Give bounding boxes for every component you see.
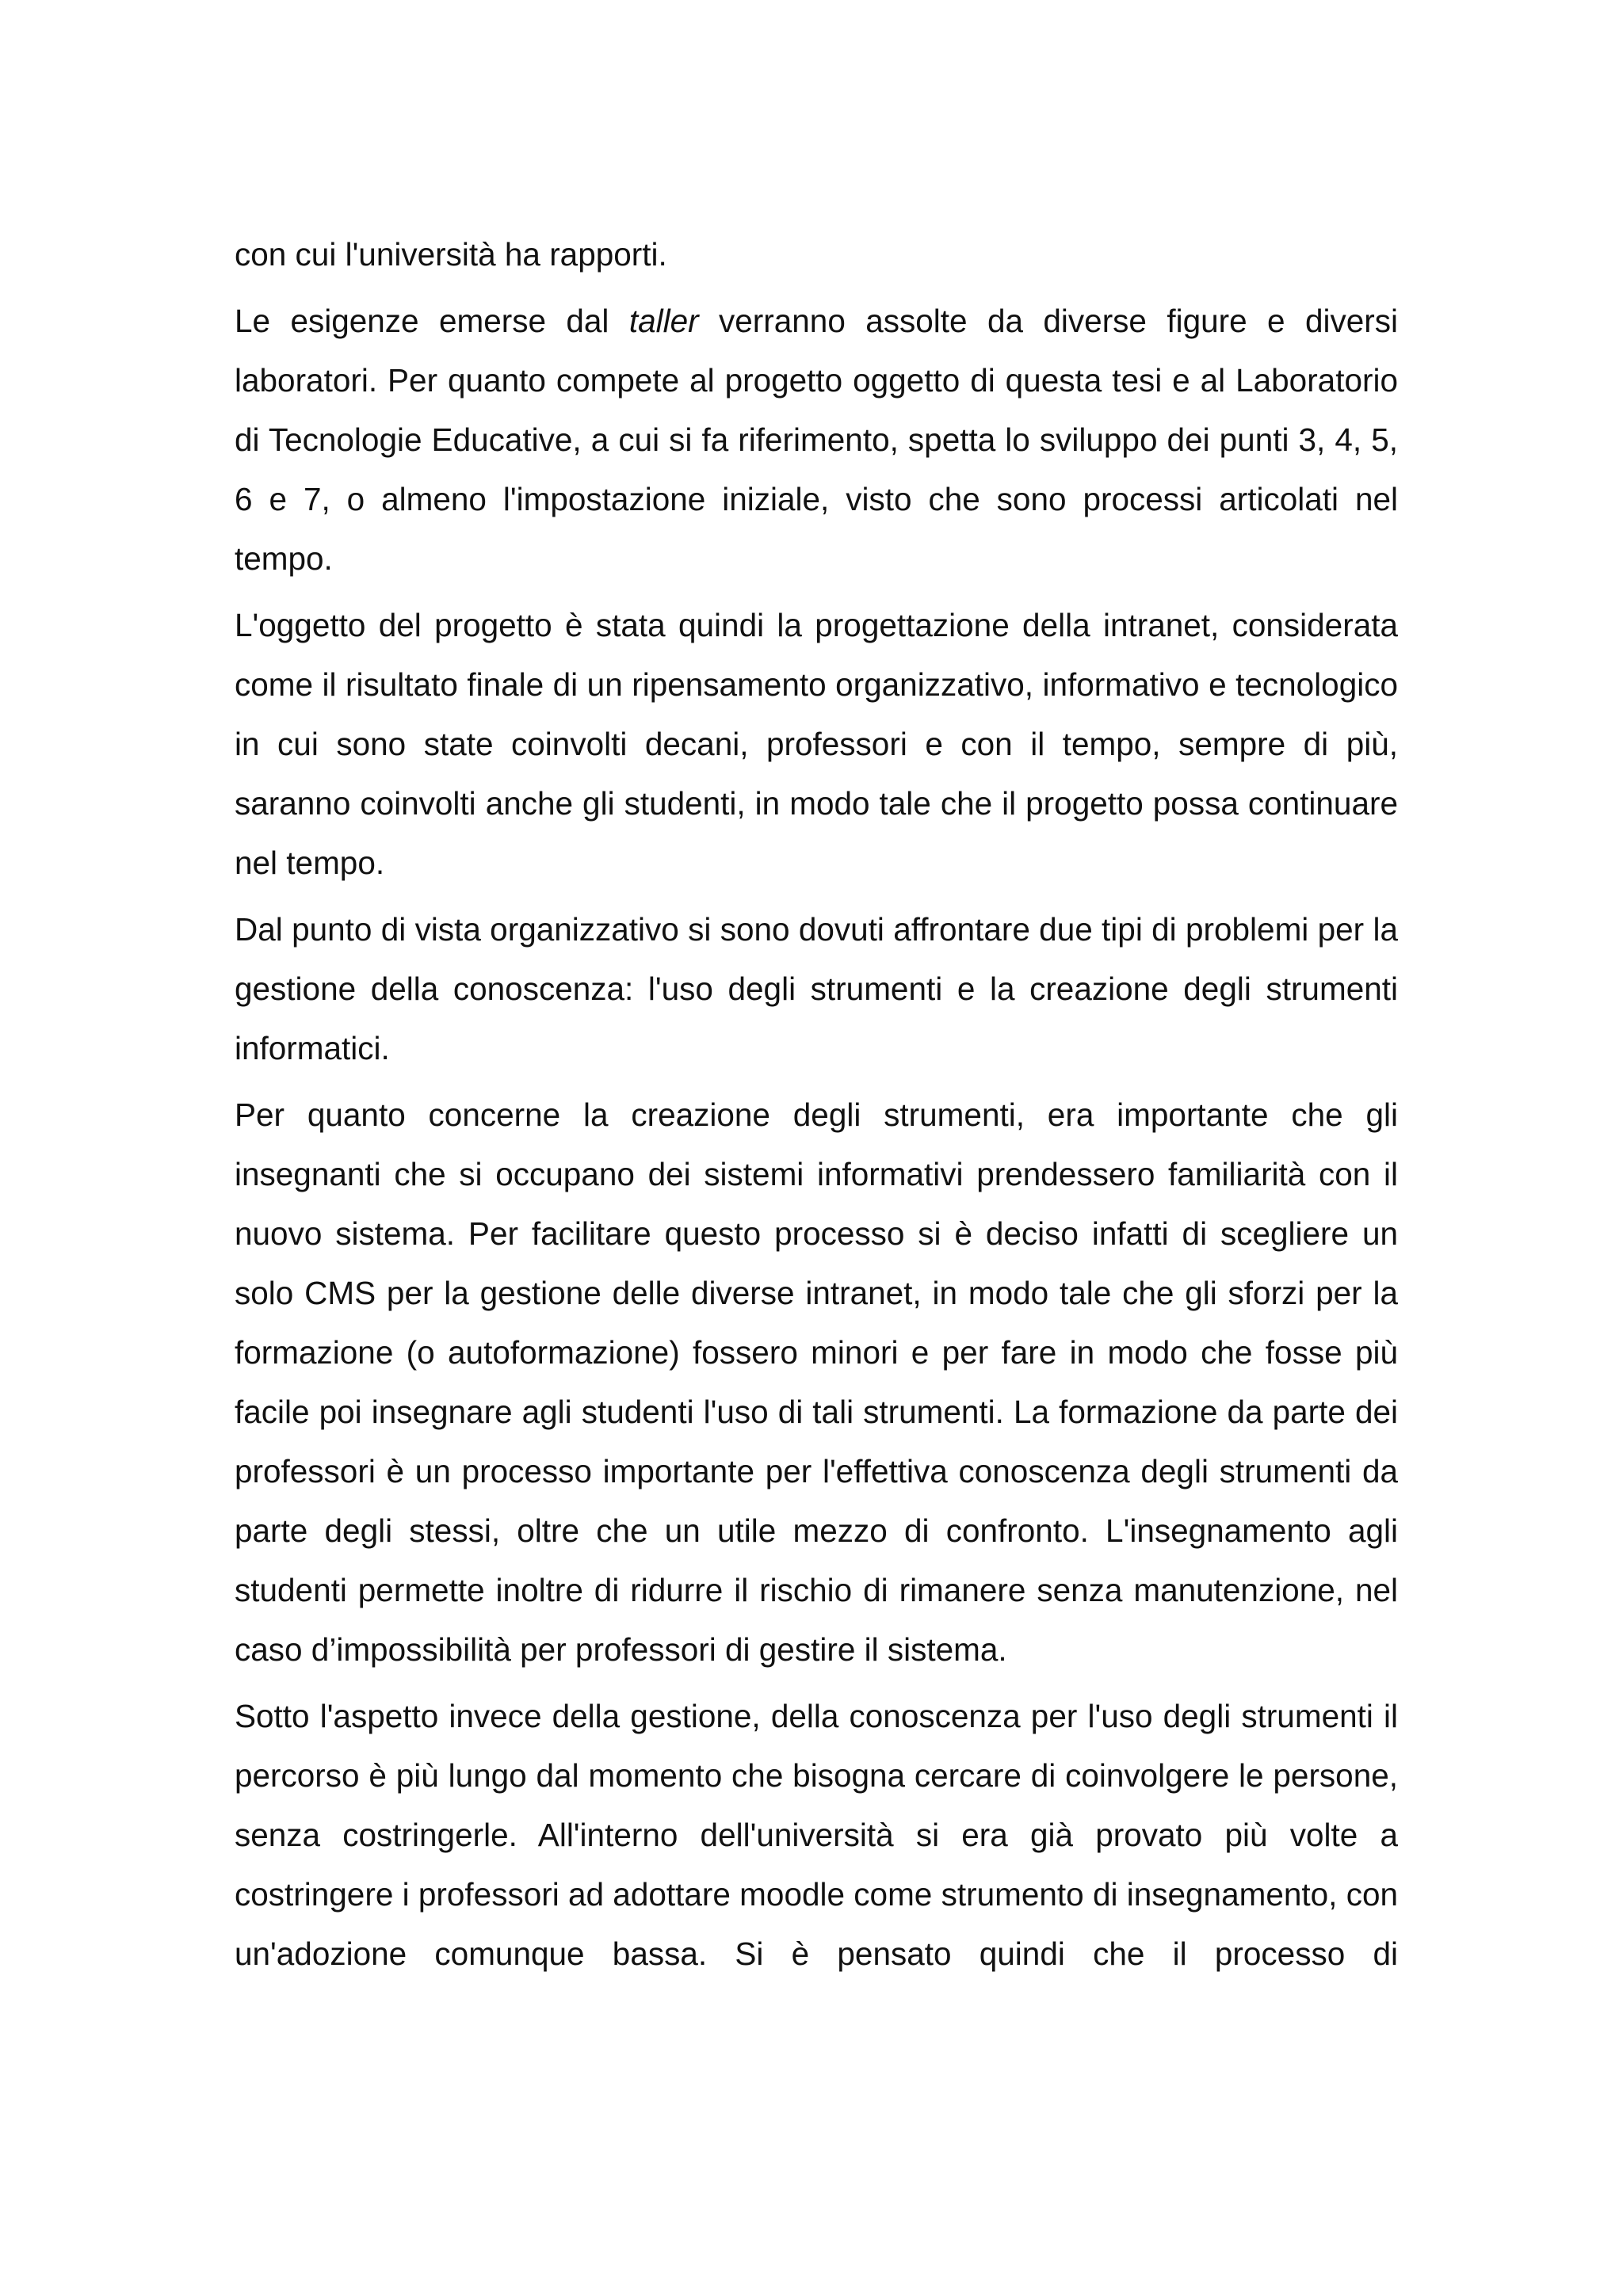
paragraph-2-before: Le esigenze emerse dal (235, 303, 629, 339)
paragraph-5: Per quanto concerne la creazione degli strumenti, era importante che gli insegnanti che si occupano dei sistemi informativi prendessero familiarità con il nuovo sistema. Per facilitare questo processo si è deciso infatti di scegliere un solo CMS per la gestione delle diverse intranet, in modo tale che gli sforzi per la formazione (o autoformazione) fossero minori e per fare in modo che fosse più facile poi insegnare agli studenti l'uso di tali strumenti. La formazione da parte dei professori è un processo importante per l'effettiva conoscenza degli strumenti da parte degli stessi, oltre che un utile mezzo di confronto. L'insegnamento agli studenti permette inoltre di ridurre il rischio di rimanere senza manutenzione, nel caso d’impossibilità per professori di gestire il sistema. (235, 1097, 1398, 1668)
paragraph-1: con cui l'università ha rapporti. (235, 236, 667, 273)
paragraph-4: Dal punto di vista organizzativo si sono dovuti affrontare due tipi di problemi per la gestione della conoscenza: l'uso degli strumenti e la creazione degli strumenti informatici. (235, 911, 1398, 1066)
paragraph-2-after: verranno assolte da diverse figure e diversi laboratori. Per quanto compete al progetto oggetto di questa tesi e al Laboratorio di Tecnologie Educative, a cui si fa riferimento, spetta lo sviluppo dei punti 3, 4, 5, 6 e 7, o almeno l'impostazione iniziale, visto che sono processi articolati nel tempo. (235, 303, 1398, 577)
paragraph-2 (235, 292, 1398, 589)
paragraph-2-italic-term: taller (628, 303, 699, 339)
document-page (235, 225, 1398, 1984)
paragraph-3: L'oggetto del progetto è stata quindi la progettazione della intranet, considerata come il risultato finale di un ripensamento organizzativo, informativo e tecnologico in cui sono state coinvolti decani, professori e con il tempo, sempre di più, saranno coinvolti anche gli studenti, in modo tale che il progetto possa continuare nel tempo. (235, 607, 1398, 881)
paragraph-6: Sotto l'aspetto invece della gestione, della conoscenza per l'uso degli strumenti il percorso è più lungo dal momento che bisogna cercare di coinvolgere le persone, senza costringerle. All'interno dell'università si era già provato più volte a costringere i professori ad adottare moodle come strumento di insegnamento, con un'adozione comunque bassa. Si è pensato quindi che il processo di (235, 1698, 1398, 1972)
